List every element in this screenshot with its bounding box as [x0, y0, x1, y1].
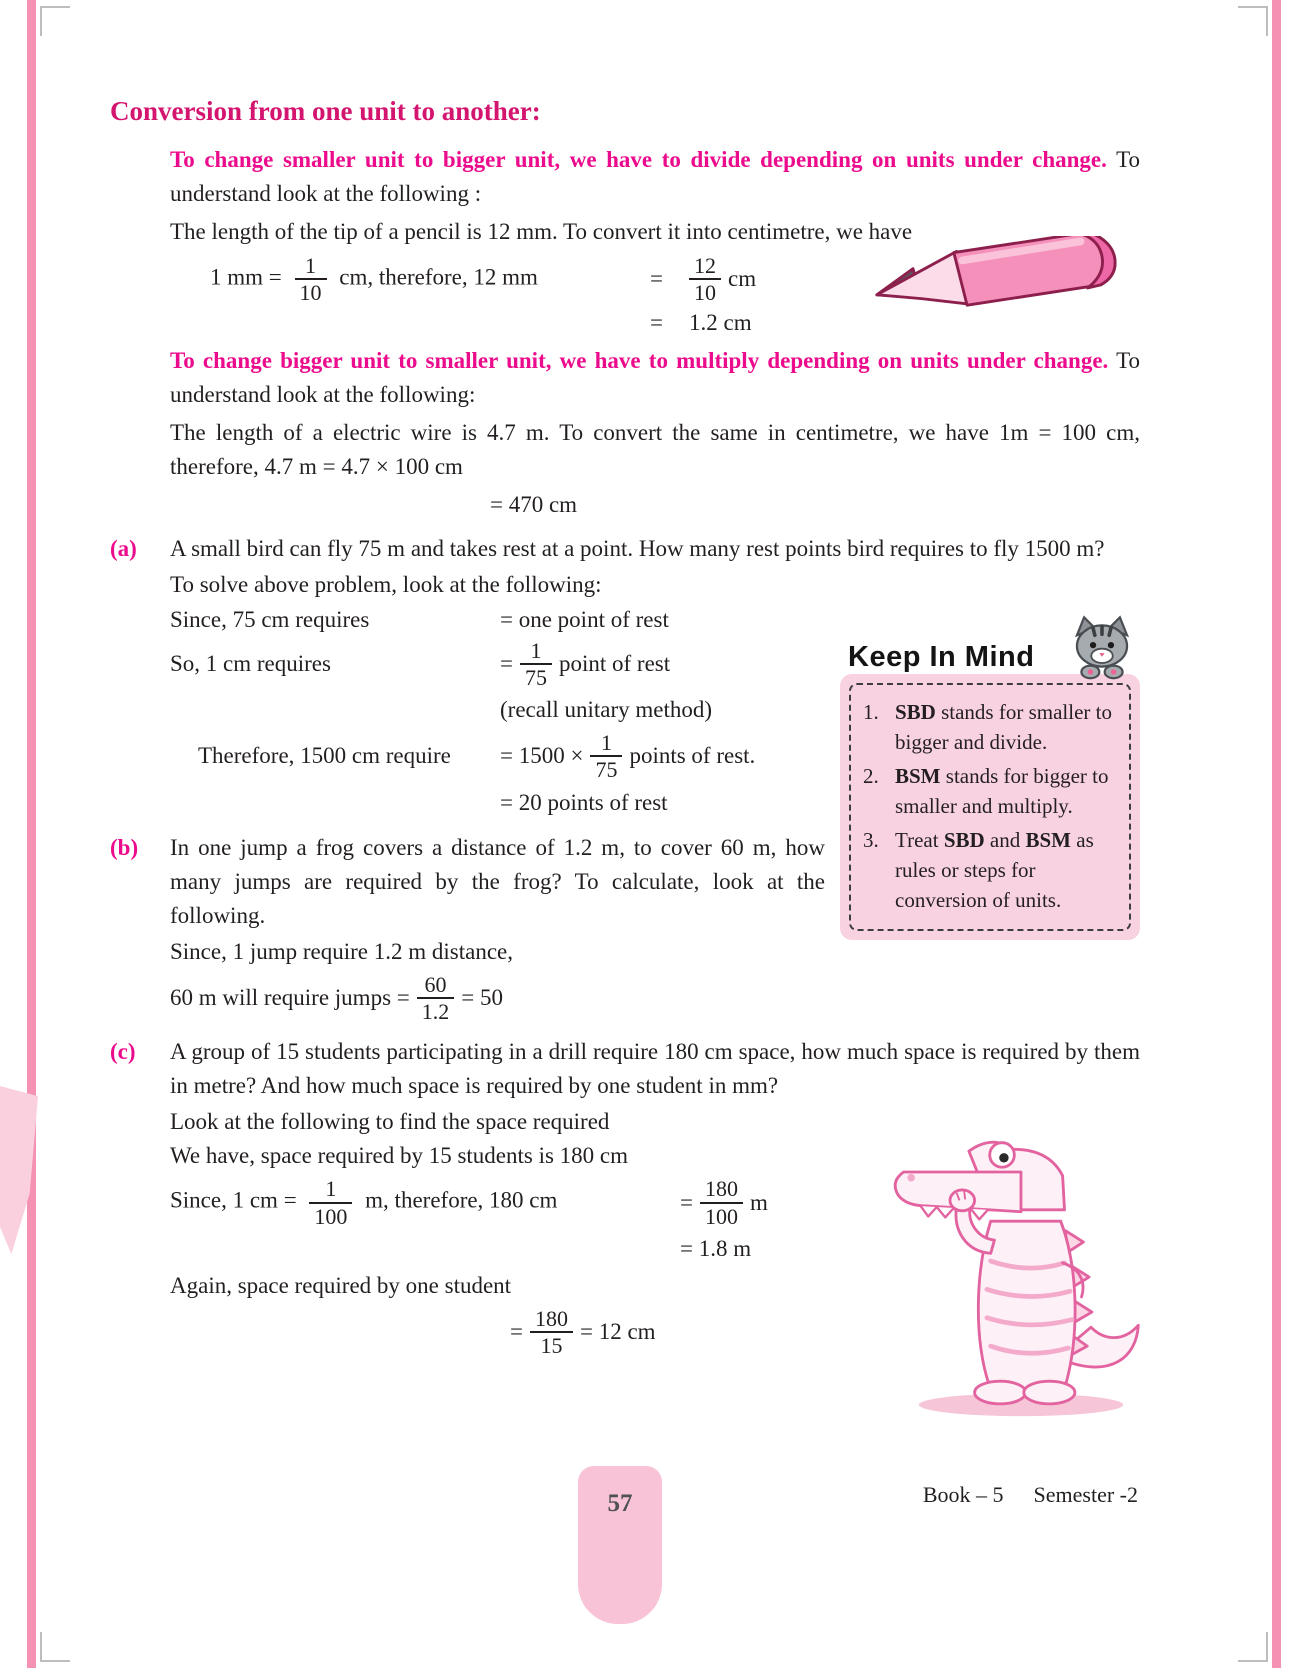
crop-mark-top-right: [1238, 6, 1268, 36]
problem-b: [110, 831, 1140, 1028]
crop-mark-top-left: [40, 6, 70, 36]
problem-c-line-1: Look at the following to find the space required: [170, 1109, 610, 1135]
problem-b-body: [170, 831, 1140, 1028]
rule-smaller-to-bigger: [170, 143, 1140, 211]
crop-mark-bottom-left: [40, 1632, 70, 1662]
equals-sign: =: [650, 266, 663, 292]
row-value: points of rest.: [629, 743, 756, 769]
row-label: Therefore, 1500 cm require: [198, 743, 451, 769]
row-value: point of rest: [558, 650, 671, 676]
problem-a-label: (a): [110, 535, 137, 561]
equation-result: = 50: [461, 985, 503, 1011]
rule-bigger-to-smaller: [170, 344, 1140, 412]
equation-text: 1 mm =: [210, 264, 288, 290]
wire-example-paragraph: The length of a electric wire is 4.7 m. To convert the same in centimetre, we have 1m = 100 cm, therefore, 4.7 m = 4.7 × 100 cm: [170, 419, 1140, 479]
fraction-1-75: $\frac{1}{75}$: [590, 730, 622, 783]
problem-a-intro: To solve above problem, look at the following:: [170, 571, 602, 597]
problem-c-result-1: = 1.8 m: [680, 1235, 752, 1261]
keep-in-mind-item-2: [863, 761, 1119, 821]
footer-book-label: Book – 5: [922, 1482, 1004, 1507]
equals-sign: =: [500, 650, 513, 676]
equation-left-side: Since, 1 cm = $\frac{1}{100}$ m, therefore, 180 cm: [170, 1176, 558, 1229]
keep-in-mind-item-1: [863, 697, 1119, 757]
rule-bigger-to-smaller-rest: To understand look at the following:: [170, 347, 1141, 407]
rule-smaller-to-bigger-rest: To understand look at the following :: [170, 147, 1141, 206]
equation-result-470-cm: = 470 cm: [490, 491, 578, 517]
solution-note: (recall unitary method): [500, 697, 713, 723]
pencil-example-line: The length of the tip of a pencil is 12 mm. To convert it into centimetre, we have: [170, 219, 913, 244]
fraction-1-100: $\frac{1}{100}$: [309, 1176, 352, 1229]
item-number: 3.: [863, 827, 879, 852]
fraction-180-100: $\frac{180}{100}$: [700, 1176, 743, 1229]
item-text: SBD stands for smaller to bigger and divide.: [895, 699, 1112, 754]
fraction-1-75: $\frac{1}{75}$: [520, 638, 552, 691]
solution-result: = 20 points of rest: [500, 789, 668, 815]
problem-c-question: A group of 15 students participating in a drill require 180 cm space, how much space is required by them in metre? And how much space is required by one student in mm?: [170, 1039, 1140, 1099]
row-label: Since, 75 cm requires: [170, 606, 370, 632]
page-number-tab: [578, 1466, 662, 1624]
problem-b-label: (b): [110, 834, 139, 860]
keep-in-mind-title: Keep In Mind: [848, 640, 1035, 673]
item-number: 2.: [863, 763, 879, 788]
row-label: So, 1 cm requires: [170, 650, 331, 676]
equals-expression: = 1500 ×: [500, 743, 584, 769]
footer-semester-label: Semester -2: [1033, 1482, 1138, 1507]
tiger-cub-icon: [1066, 612, 1138, 680]
problem-c: [110, 1035, 1140, 1361]
unit-label: cm: [727, 266, 757, 292]
row-value: = one point of rest: [500, 606, 669, 632]
item-text: BSM stands for bigger to smaller and multiply.: [895, 763, 1109, 818]
item-number: 1.: [863, 699, 879, 724]
equals-sign: =: [680, 1189, 693, 1215]
item-text: Treat SBD and BSM as rules or steps for conversion of units.: [895, 827, 1094, 912]
equals-sign: =: [650, 309, 663, 335]
equation-text: cm, therefore, 12 mm: [333, 264, 538, 290]
problem-b-equation: [170, 972, 1140, 1025]
problem-c-line-2: We have, space required by 15 students is 180 cm: [170, 1143, 629, 1169]
problem-c-label: (c): [110, 1039, 136, 1065]
footer-book-info: [923, 1482, 1138, 1508]
rule-bigger-to-smaller-bold: To change bigger unit to smaller unit, we have to multiply depending on units under change.: [170, 347, 1109, 373]
unit-label: m: [749, 1189, 768, 1215]
equation-text: 60 m will require jumps =: [170, 985, 410, 1011]
page-content: [110, 96, 1140, 1362]
fraction-1-10: $\frac{1}{10}$: [295, 253, 327, 306]
problem-a-question: A small bird can fly 75 m and takes rest at a point. How many rest points bird requires to fly 1500 m?: [170, 535, 1105, 561]
keep-in-mind-header: [840, 612, 1140, 682]
equals-sign: =: [510, 1319, 523, 1345]
equation-left-side: [210, 253, 650, 306]
page-title: Conversion from one unit to another:: [110, 96, 541, 126]
crop-mark-bottom-right: [1238, 1632, 1268, 1662]
crocodile-image: [879, 1119, 1144, 1422]
rule-smaller-to-bigger-bold: To change smaller unit to bigger unit, we have to divide depending on units under change.: [170, 147, 1107, 172]
problem-b-line-1: Since, 1 jump require 1.2 m distance,: [170, 938, 514, 964]
pencil-image: [868, 236, 1136, 317]
problem-b-question: In one jump a frog covers a distance of 1.2 m, to cover 60 m, how many jumps are required by the frog? To calculate, look at the following.: [170, 834, 825, 928]
fraction-60-1-2: $\frac{60}{1.2}$: [417, 972, 455, 1025]
page-number: 57: [607, 1490, 633, 1517]
fraction-12-10: $\frac{12}{10}$: [689, 253, 721, 306]
result-value: 1.2 cm: [688, 309, 752, 335]
problem-c-body: [170, 1035, 1140, 1361]
fraction-180-15: $\frac{180}{15}$: [530, 1306, 573, 1359]
equation-result: = 12 cm: [579, 1319, 656, 1345]
right-edge-bar: [1272, 0, 1281, 1668]
left-edge-bar: [27, 0, 36, 1668]
problem-c-line-3: Again, space required by one student: [170, 1272, 512, 1298]
